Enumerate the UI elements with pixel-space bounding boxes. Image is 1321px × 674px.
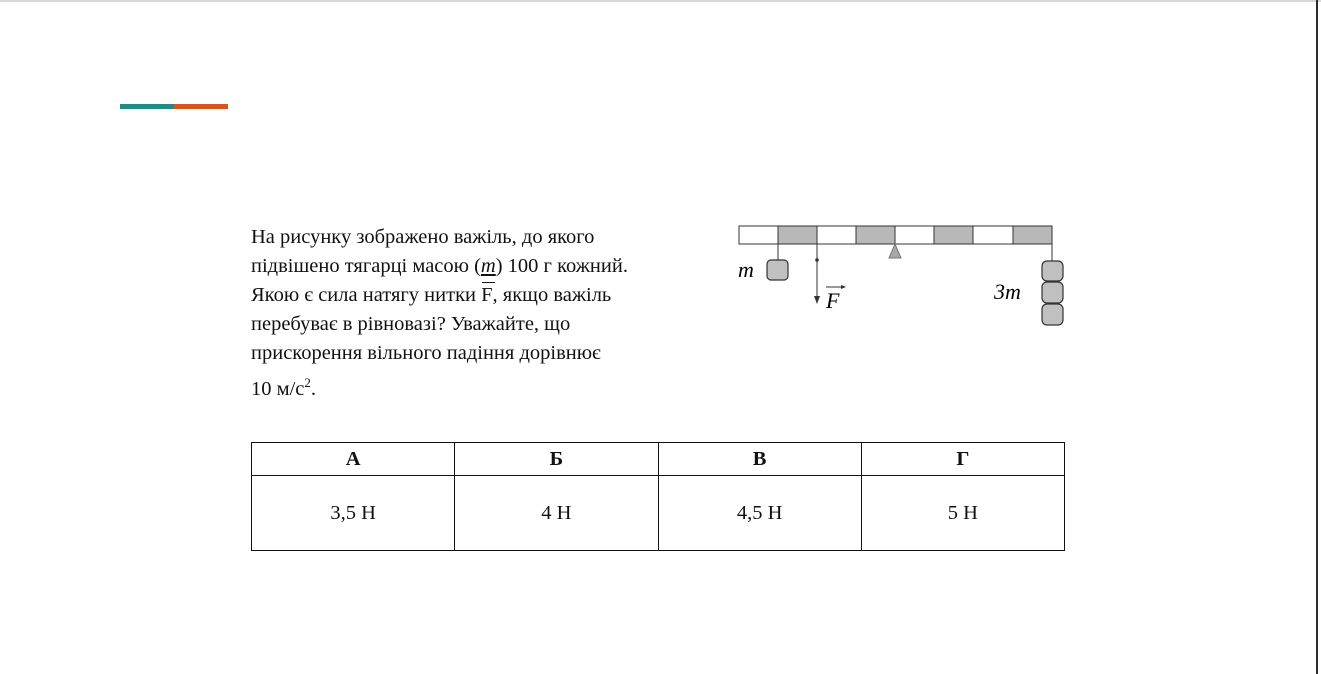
right-weight-1 xyxy=(1042,261,1063,281)
force-label-vector-tip xyxy=(841,285,846,289)
lever-diagram xyxy=(730,218,1070,338)
right-weight-2 xyxy=(1042,282,1063,303)
mass-symbol: m xyxy=(480,255,496,277)
answer-value-row xyxy=(252,476,1065,551)
left-weight xyxy=(767,260,788,280)
question-line-2-start: підвішено тягарці масою ( xyxy=(251,255,481,277)
beam-segment-4 xyxy=(856,226,895,244)
beam-segment-8 xyxy=(1013,226,1052,244)
pivot-triangle xyxy=(889,244,901,258)
answer-header-row xyxy=(252,443,1065,476)
option-v-header: В xyxy=(658,443,861,476)
question-line-3-start: Якою є сила натягу нитки xyxy=(251,284,482,306)
question-line-3-end: , якщо важіль xyxy=(492,284,612,306)
option-a-header: А xyxy=(252,443,455,476)
accent-bar-orange xyxy=(174,104,228,109)
force-vector-symbol: F xyxy=(481,281,492,310)
question-line-1: На рисунку зображено важіль, до якого xyxy=(251,226,595,248)
question-text xyxy=(251,223,726,404)
option-g-value: 5 Н xyxy=(861,476,1064,551)
question-line-2 xyxy=(251,252,726,281)
question-line-5: прискорення вільного падіння дорівнює xyxy=(251,342,601,364)
question-end-period: . xyxy=(310,377,317,400)
gravity-exponent: 2 xyxy=(304,375,311,390)
force-arrow-head xyxy=(814,296,820,304)
answer-options-table xyxy=(251,442,1065,551)
label-m: m xyxy=(738,257,754,282)
beam-segment-2 xyxy=(778,226,817,244)
accent-bar-teal xyxy=(120,104,174,109)
label-F: F xyxy=(826,288,840,313)
beam-segment-6 xyxy=(934,226,973,244)
question-line-4: перебуває в рівновазі? Уважайте, що xyxy=(251,313,571,335)
option-b-value: 4 Н xyxy=(455,476,658,551)
gravity-value: 10 м/с xyxy=(251,377,305,400)
option-v-value: 4,5 Н xyxy=(658,476,861,551)
question-line-6 xyxy=(251,368,726,404)
lever-beam xyxy=(739,226,1052,244)
label-3m: 3m xyxy=(994,279,1021,304)
option-g-header: Г xyxy=(861,443,1064,476)
option-b-header: Б xyxy=(455,443,658,476)
window-right-border xyxy=(1316,0,1318,674)
question-line-2-end: ) 100 г кожний. xyxy=(495,255,628,277)
right-weight-3 xyxy=(1042,304,1063,325)
window-top-border xyxy=(0,0,1321,2)
question-line-3 xyxy=(251,281,726,310)
option-a-value: 3,5 Н xyxy=(252,476,455,551)
